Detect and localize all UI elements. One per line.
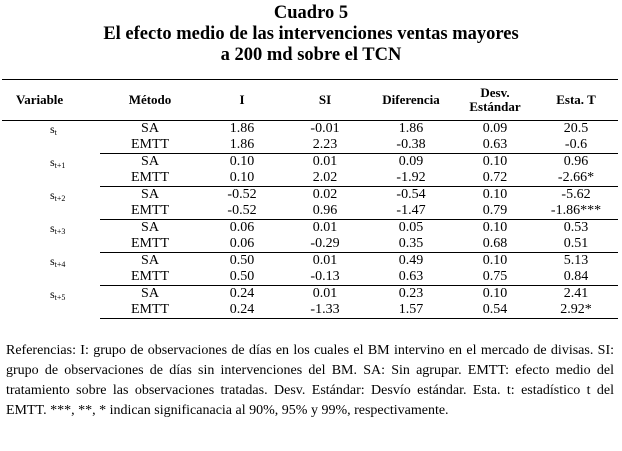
variable-subscript: t+4 [54,259,66,269]
esta-t-cell: 0.84 [534,269,618,286]
variable-symbol: s [50,286,55,301]
desv-cell: 0.10 [482,253,508,268]
i-cell: -0.52 [200,203,284,220]
esta-t-cell: -0.6 [534,137,618,154]
header-row [2,80,618,121]
table-body [2,121,618,319]
metodo-cell: SA [141,187,159,202]
desv-cell: 0.75 [456,269,534,286]
header-i: I [200,80,284,121]
esta-t-cell: -5.62 [561,187,591,202]
variable-subscript: t+2 [54,193,66,203]
table-number: Cuadro 5 [273,3,349,23]
i-cell: 1.86 [200,137,284,154]
table-title-line-2: a 200 md sobre el TCN [220,45,402,65]
table-row [2,154,618,171]
header-si: SI [284,80,366,121]
i-cell: 0.24 [200,302,284,319]
table-row [2,121,618,138]
desv-cell: 0.79 [456,203,534,220]
variable-cell [2,121,100,154]
esta-t-cell: 2.92* [534,302,618,319]
esta-t-cell: -2.66* [534,170,618,187]
variable-subscript: t+3 [54,226,66,236]
i-cell: 0.50 [200,269,284,286]
diferencia-cell: -0.38 [366,137,456,154]
i-cell: 0.50 [229,253,255,268]
diferencia-cell: 1.86 [398,121,424,136]
variable-symbol: s [50,253,55,268]
metodo-cell: SA [141,154,159,169]
esta-t-cell: 5.13 [563,253,589,268]
header-metodo: Método [100,80,200,121]
si-cell: 0.01 [312,286,338,301]
i-cell: 0.10 [200,170,284,187]
si-cell: 0.96 [284,203,366,220]
diferencia-cell: -1.47 [366,203,456,220]
table-row [2,286,618,303]
si-cell: -0.01 [310,121,340,136]
desv-cell: 0.10 [482,187,508,202]
esta-t-cell: -1.86*** [534,203,618,220]
diferencia-cell: 0.05 [398,220,424,235]
metodo-cell: EMTT [100,269,200,286]
header-diferencia: Diferencia [366,80,456,121]
esta-t-cell: 0.53 [563,220,589,235]
variable-symbol: s [50,122,55,136]
header-variable: Variable [2,80,100,121]
esta-t-cell: 0.51 [534,236,618,253]
metodo-cell: EMTT [100,236,200,253]
diferencia-cell: 0.23 [398,286,424,301]
table-title-block [0,3,622,66]
variable-subscript: t+5 [54,292,66,302]
variable-cell [2,154,100,187]
metodo-cell: SA [141,253,159,268]
header-desv-line-2: Estándar [469,99,521,114]
si-cell: 0.01 [312,220,338,235]
variable-cell [2,253,100,286]
metodo-cell: SA [141,220,159,235]
diferencia-cell: -1.92 [366,170,456,187]
results-table [2,79,618,319]
variable-subscript: t [54,128,57,137]
desv-cell: 0.63 [456,137,534,154]
desv-cell: 0.10 [482,220,508,235]
desv-cell: 0.54 [456,302,534,319]
si-cell: 0.01 [312,154,338,169]
table-title-line-1: El efecto medio de las intervenciones ventas mayores [103,24,519,44]
table-notes: Referencias: I: grupo de observaciones de días en los cuales el BM intervino en el mercado de divisas. SI: grupo de observaciones de días sin intervenciones del BM. SA: Sin agrupar. EMTT: efecto medio del tratamiento sobre las observaciones tratadas. Desv. Estándar: Desvío estándar. Esta. t: estadístico t del EMTT. ***, **, * indican significanacia al 90%, 95% y 99%, respectivamente. [6,343,614,418]
i-cell: -0.52 [227,187,257,202]
desv-cell: 0.68 [456,236,534,253]
si-cell: -0.13 [284,269,366,286]
si-cell: 0.02 [312,187,338,202]
desv-cell: 0.72 [456,170,534,187]
esta-t-cell: 20.5 [563,121,589,136]
header-desv-line-1: Desv. [480,85,510,100]
table-row [2,220,618,237]
i-cell: 0.24 [229,286,255,301]
metodo-cell: SA [141,286,159,301]
desv-cell: 0.10 [482,286,508,301]
variable-symbol: s [50,220,55,235]
diferencia-cell: 0.63 [366,269,456,286]
si-cell: 0.01 [312,253,338,268]
i-cell: 1.86 [229,121,255,136]
header-esta-t: Esta. T [534,80,618,121]
metodo-cell: EMTT [100,137,200,154]
variable-cell [2,220,100,253]
esta-t-cell: 2.41 [563,286,589,301]
diferencia-cell: 0.49 [398,253,424,268]
table-row [2,253,618,270]
si-cell: 2.02 [284,170,366,187]
si-cell: -0.29 [284,236,366,253]
variable-symbol: s [50,154,55,169]
diferencia-cell: -0.54 [396,187,426,202]
table-row [2,187,618,204]
diferencia-cell: 0.35 [366,236,456,253]
metodo-cell: EMTT [100,302,200,319]
i-cell: 0.06 [200,236,284,253]
metodo-cell: EMTT [100,203,200,220]
results-table-container [2,79,618,319]
diferencia-cell: 1.57 [366,302,456,319]
header-desv-estandar [456,80,534,121]
si-cell: -1.33 [284,302,366,319]
si-cell: 2.23 [284,137,366,154]
variable-cell [2,286,100,319]
variable-subscript: t+1 [54,160,66,170]
diferencia-cell: 0.09 [398,154,424,169]
esta-t-cell: 0.96 [563,154,589,169]
metodo-cell: EMTT [100,170,200,187]
variable-symbol: s [50,187,55,202]
metodo-cell: SA [141,121,159,136]
i-cell: 0.10 [229,154,255,169]
desv-cell: 0.09 [482,121,508,136]
variable-cell [2,187,100,220]
desv-cell: 0.10 [482,154,508,169]
i-cell: 0.06 [229,220,255,235]
